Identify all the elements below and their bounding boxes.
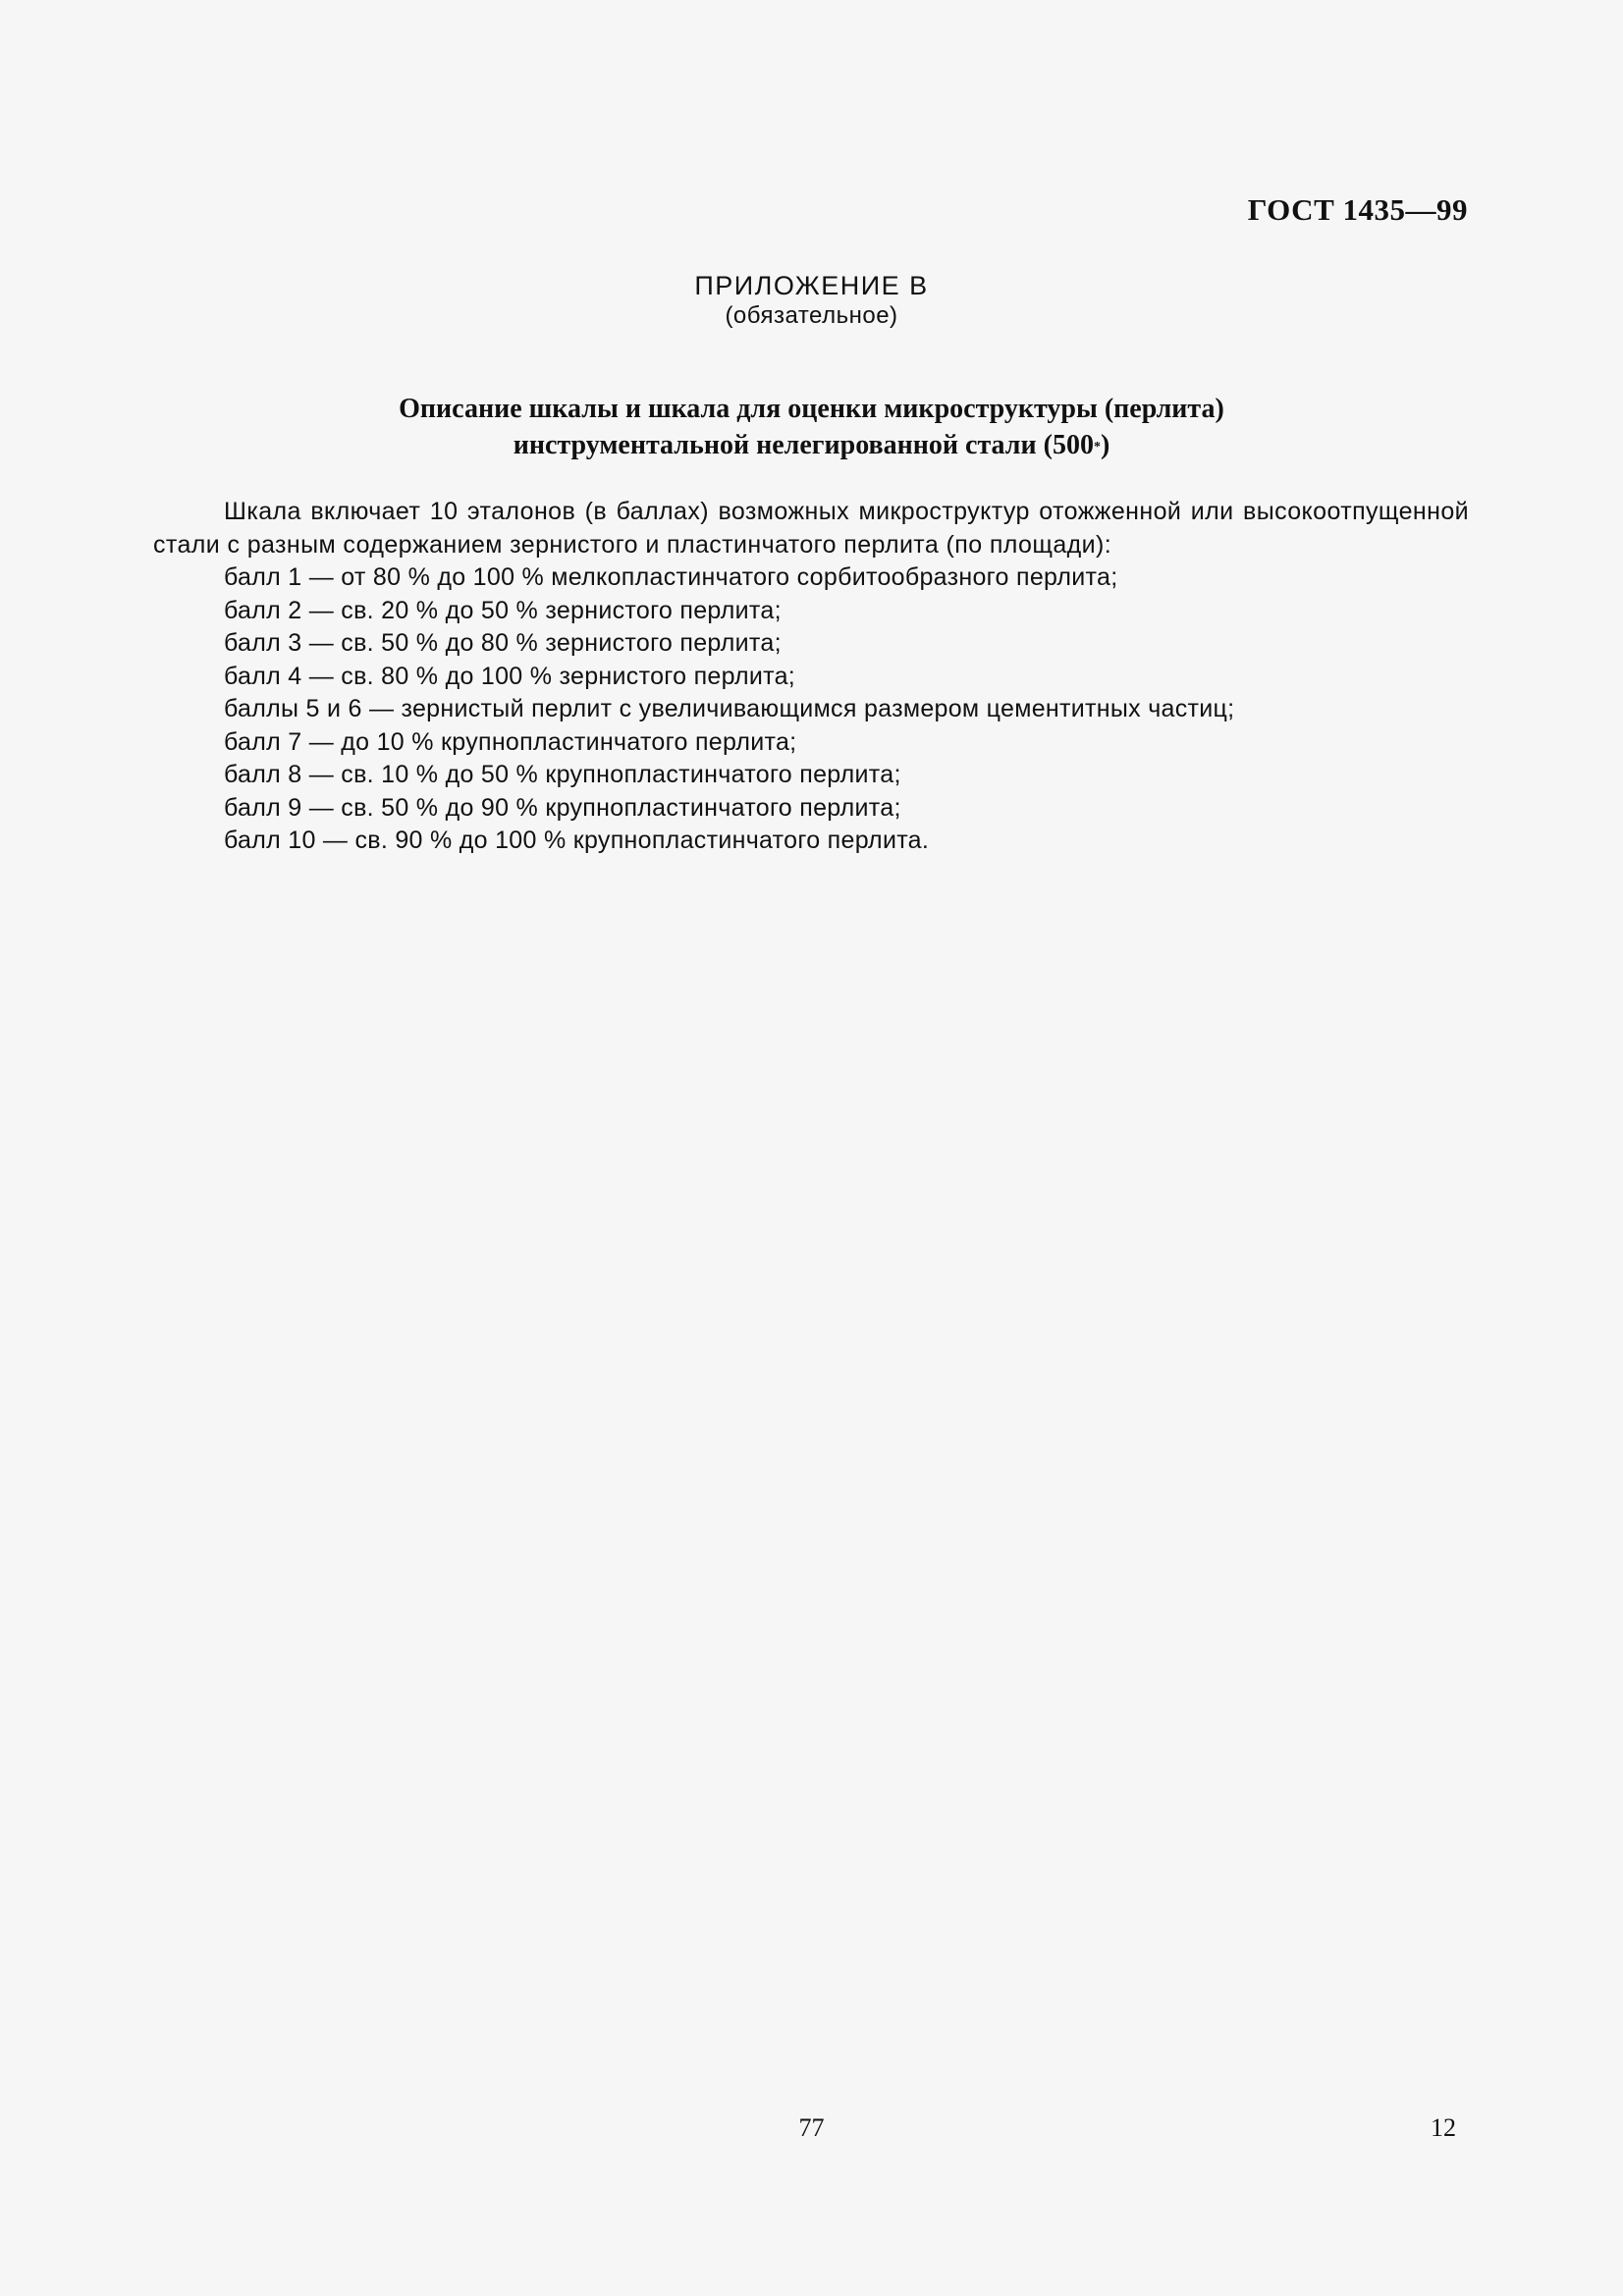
- list-item: балл 7 — до 10 % крупнопластинчатого перлита;: [224, 727, 797, 756]
- list-item: балл 3 — св. 50 % до 80 % зернистого перлита;: [224, 629, 782, 657]
- list-item: балл 4 — св. 80 % до 100 % зернистого перлита;: [224, 662, 796, 690]
- list-item: балл 9 — св. 50 % до 90 % крупнопластинчатого перлита;: [224, 793, 901, 822]
- intro-paragraph: Шкала включает 10 эталонов (в баллах) возможных микроструктур отожженной или высокоотпущенной стали с разным содержанием зернистого и пластинчатого перлита (по площади):: [153, 498, 1469, 559]
- body-text: [153, 496, 1469, 858]
- list-item: балл 10 — св. 90 % до 100 % крупнопластинчатого перлита.: [224, 827, 930, 854]
- heading-line-1: Описание шкалы и шкала для оценки микроструктуры (перлита): [399, 394, 1224, 424]
- page-number: 77: [798, 2113, 825, 2142]
- section-heading: [0, 391, 1623, 463]
- heading-footnote-mark: *: [1093, 440, 1101, 454]
- appendix-title: ПРИЛОЖЕНИЕ В: [694, 271, 929, 300]
- heading-line-2: [0, 427, 1623, 463]
- list-item: баллы 5 и 6 — зернистый перлит с увеличивающимся размером цементитных частиц;: [224, 695, 1235, 722]
- appendix-subtitle: (обязательное): [725, 302, 898, 329]
- heading-line-2-text: инструментальной нелегированной стали (500: [513, 430, 1094, 460]
- list-item: балл 2 — св. 20 % до 50 % зернистого перлита;: [224, 596, 782, 624]
- list-item: балл 8 — св. 10 % до 50 % крупнопластинчатого перлита;: [224, 761, 901, 788]
- grade-list: [153, 561, 1469, 858]
- list-item: балл 1 — от 80 % до 100 % мелкопластинчатого сорбитообразного перлита;: [224, 563, 1118, 591]
- sheet-number: 12: [1431, 2113, 1456, 2142]
- heading-line-2-close: ): [1100, 430, 1110, 460]
- document-code: ГОСТ 1435—99: [1247, 192, 1468, 227]
